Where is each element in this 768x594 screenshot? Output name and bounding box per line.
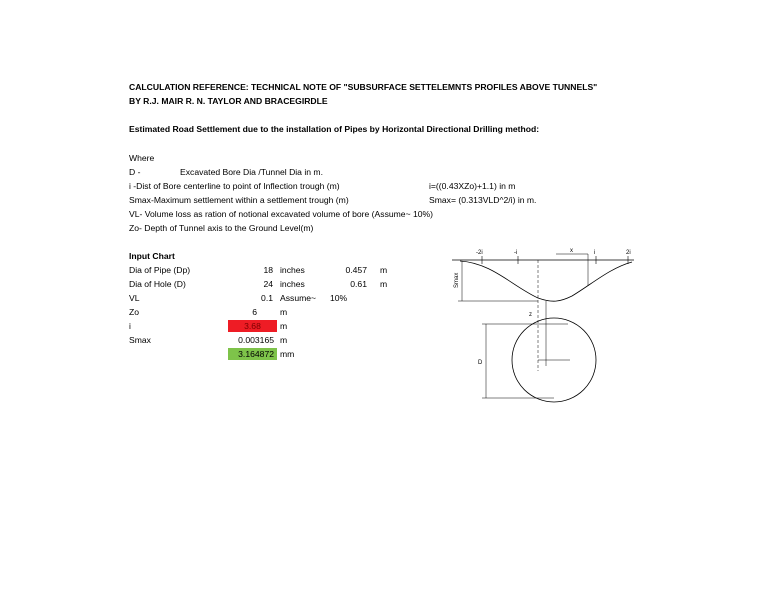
settlement-trough-diagram: [452, 246, 642, 406]
row-conv-unit: m: [380, 279, 388, 289]
row-label: Zo: [129, 307, 140, 317]
def-i-text: i -Dist of Bore centerline to point of Inflection trough (m): [129, 181, 340, 191]
label-i: i: [594, 250, 596, 256]
row-label: i: [129, 321, 131, 331]
label-minus-2i: -2i: [476, 250, 483, 256]
row-value: 18: [263, 265, 273, 275]
row-unit: m: [280, 335, 288, 345]
subtitle: Estimated Road Settlement due to the installation of Pipes by Horizontal Directional Drilling method:: [129, 124, 540, 134]
row-value: 0.003165: [238, 335, 274, 345]
def-vl-text: VL- Volume loss as ration of notional excavated volume of bore (Assume~ 10%): [129, 209, 434, 219]
row-unit: mm: [280, 349, 295, 359]
def-smax-text: Smax-Maximum settlement within a settlement trough (m): [129, 195, 349, 205]
label-2i: 2i: [626, 250, 631, 256]
smax-mm-highlight: 3.164872: [228, 348, 277, 360]
row-conv-unit: m: [380, 265, 388, 275]
row-label: Dia of Pipe (Dp): [129, 265, 191, 275]
label-x: x: [570, 248, 573, 254]
def-zo-text: Zo- Depth of Tunnel axis to the Ground Level(m): [129, 223, 314, 233]
row-conv: 0.61: [350, 279, 367, 289]
header-line-2: BY R.J. MAIR R. N. TAYLOR AND BRACEGIRDLE: [129, 96, 328, 106]
label-minus-i: -i: [514, 250, 518, 256]
row-unit: inches: [280, 279, 305, 289]
row-value: 6: [252, 307, 257, 317]
row-conv: 0.457: [345, 265, 367, 275]
row-unit: inches: [280, 265, 305, 275]
i-value-highlight: 3.68: [228, 320, 277, 332]
label-z: z: [529, 312, 532, 318]
where-label: Where: [129, 153, 155, 163]
row-value: 24: [263, 279, 273, 289]
input-chart-title: Input Chart: [129, 251, 175, 261]
def-smax-formula: Smax= (0.313VLD^2/i) in m.: [429, 195, 537, 205]
def-d-text: Excavated Bore Dia /Tunnel Dia in m.: [180, 167, 323, 177]
header-line-1: CALCULATION REFERENCE: TECHNICAL NOTE OF "SUBSURFACE SETTELEMNTS PROFILES ABOVE TUNNELS": [129, 82, 598, 92]
row-unit: m: [280, 321, 288, 331]
label-smax: Smax: [454, 272, 460, 288]
def-d-key: D -: [129, 167, 141, 177]
row-unit: m: [280, 307, 288, 317]
settlement-curve: [460, 261, 632, 301]
row-label: VL: [129, 293, 140, 303]
label-d: D: [478, 360, 483, 366]
row-value: 0.1: [261, 293, 273, 303]
row-conv: 10%: [330, 293, 348, 303]
row-label: Smax: [129, 335, 151, 345]
row-label: Dia of Hole (D): [129, 279, 186, 289]
row-unit: Assume~: [280, 293, 317, 303]
def-i-formula: i=((0.43XZo)+1.1) in m: [429, 181, 516, 191]
